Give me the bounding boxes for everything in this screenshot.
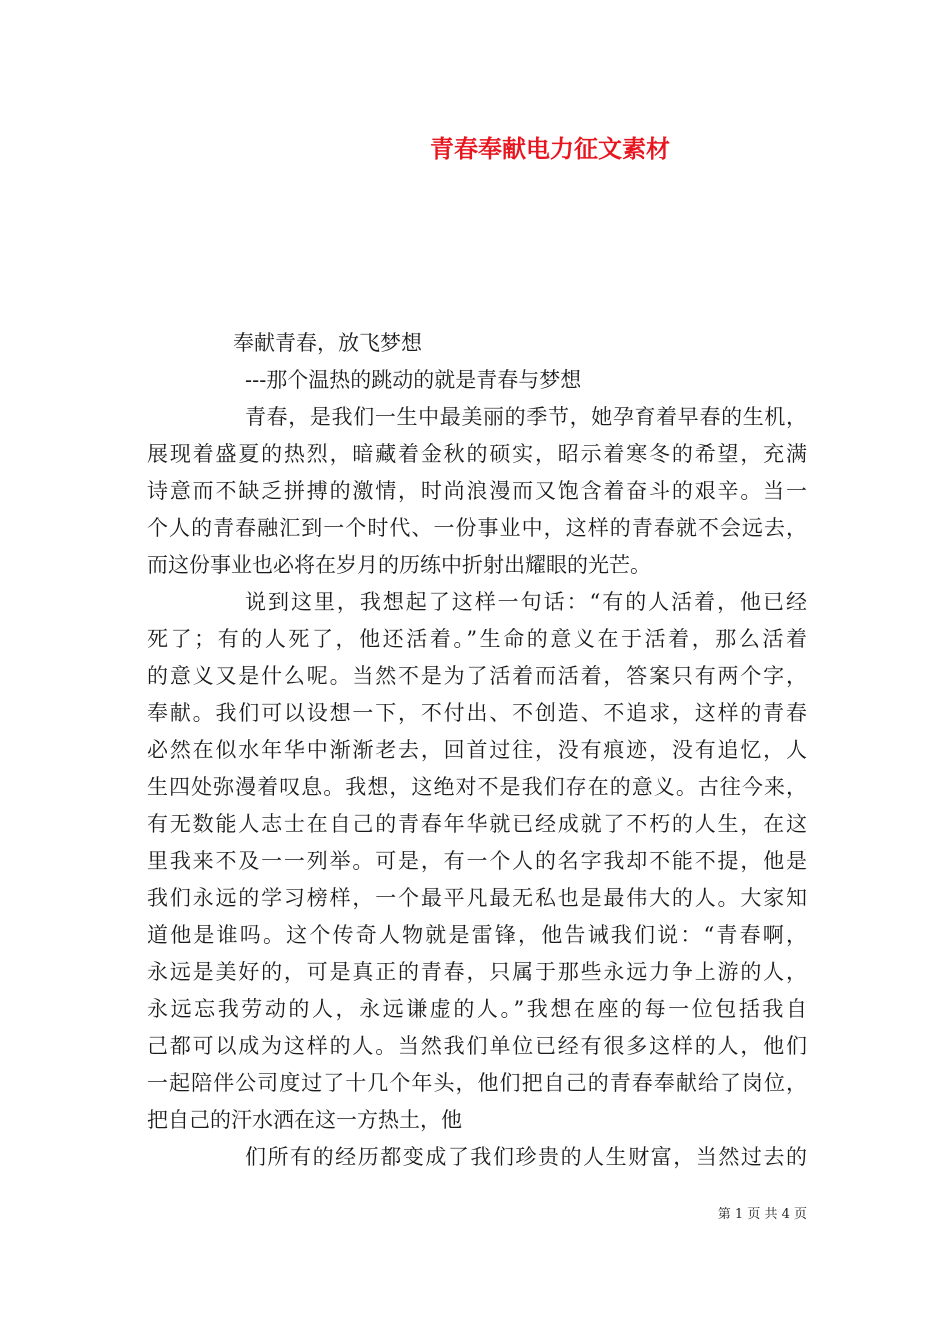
- paragraph-line: 说到这里，我想起了这样一句话：“有的人活着，他已经: [245, 590, 807, 614]
- paragraph-line: 一起陪伴公司度过了十几个年头，他们把自己的青春奉献给了岗位，: [147, 1071, 807, 1095]
- paragraph-line: 己都可以成为这样的人。当然我们单位已经有很多这样的人，他们: [147, 1034, 807, 1058]
- paragraph-3: [147, 1139, 807, 1176]
- paragraph-line: 永远忘我劳动的人，永远谦虚的人。”我想在座的每一位包括我自: [147, 997, 807, 1021]
- paragraph-line: 而这份事业也必将在岁月的历练中折射出耀眼的光芒。: [147, 553, 651, 577]
- paragraph-line: 道他是谁吗。这个传奇人物就是雷锋，他告诫我们说：“青春啊，: [147, 923, 807, 947]
- paragraph-line: 里我来不及一一列举。可是，有一个人的名字我却不能不提，他是: [147, 849, 807, 873]
- paragraph-1: [147, 399, 807, 584]
- paragraph-line: 有无数能人志士在自己的青春年华就已经成就了不朽的人生，在这: [147, 812, 807, 836]
- heading-line: 奉献青春，放飞梦想: [233, 331, 422, 355]
- paragraph-line: 死了；有的人死了，他还活着。”生命的意义在于活着，那么活着: [147, 627, 807, 651]
- subheading-line: ---那个温热的跳动的就是青春与梦想: [245, 368, 582, 392]
- paragraph-line: 个人的青春融汇到一个时代、一份事业中，这样的青春就不会远去，: [147, 516, 807, 540]
- paragraph-line: 奉献。我们可以设想一下，不付出、不创造、不追求，这样的青春: [147, 701, 807, 725]
- paragraph-line: 诗意而不缺乏拼搏的激情，时尚浪漫而又饱含着奋斗的艰辛。当一: [147, 479, 807, 503]
- paragraph-line: 我们永远的学习榜样，一个最平凡最无私也是最伟大的人。大家知: [147, 886, 807, 910]
- paragraph-line: 展现着盛夏的热烈，暗藏着金秋的硕实，昭示着寒冬的希望，充满: [147, 442, 807, 466]
- paragraph-line: 青春，是我们一生中最美丽的季节，她孕育着早春的生机，: [245, 405, 807, 429]
- document-body: [147, 325, 807, 1176]
- paragraph-line: 把自己的汗水洒在这一方热土，他: [147, 1108, 462, 1132]
- paragraph-line: 永远是美好的，可是真正的青春，只属于那些永远力争上游的人，: [147, 960, 807, 984]
- page-number-footer: 第 1 页 共 4 页: [717, 1207, 807, 1222]
- paragraph-line: 生四处弥漫着叹息。我想，这绝对不是我们存在的意义。古往今来，: [147, 775, 807, 799]
- paragraph-2: [147, 584, 807, 1139]
- paragraph-line: 们所有的经历都变成了我们珍贵的人生财富，当然过去的: [245, 1145, 807, 1169]
- paragraph-line: 的意义又是什么呢。当然不是为了活着而活着，答案只有两个字，: [147, 664, 807, 688]
- document-title: 青春奉献电力征文素材: [430, 134, 670, 163]
- paragraph-line: 必然在似水年华中渐渐老去，回首过往，没有痕迹，没有追忆，人: [147, 738, 807, 762]
